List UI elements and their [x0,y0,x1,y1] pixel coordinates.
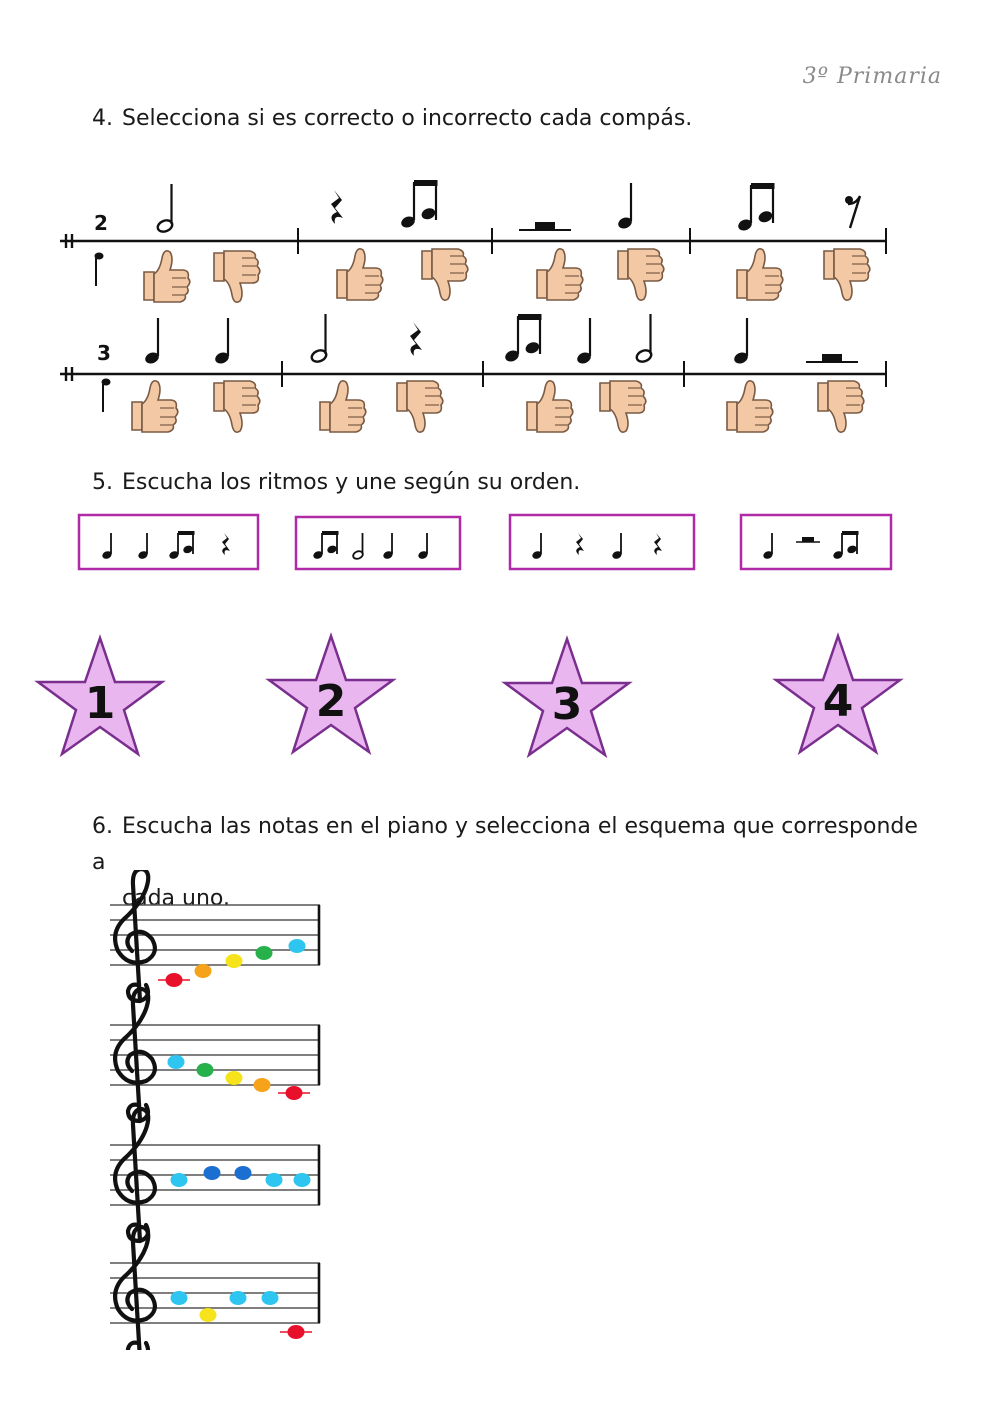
question-6-text: Escucha las notas en el piano y selecciona el esquema que corresponde a [92,814,918,875]
thumbs-up-icon[interactable] [527,381,573,432]
quarter-rest [410,322,422,356]
thumbs-up-icon[interactable] [320,381,366,432]
thumbs-up-icon[interactable] [144,251,190,302]
quarter-note [214,318,231,365]
question-4-number: 4. [92,106,113,131]
thumbs-down-icon[interactable] [818,381,864,432]
quarter-note [144,318,161,365]
eighth-notes [400,180,438,229]
grade-label: 3º Primaria [802,64,942,89]
thumbs-down-icon[interactable] [824,249,870,300]
question-5-heading [92,470,580,495]
star-2-label: 2 [315,676,347,727]
time-signature-top: 3 [97,341,111,365]
scheme-3[interactable] [110,1109,320,1241]
question-4-staves [0,0,1000,450]
quarter-note [733,318,750,365]
thumbs-down-icon[interactable] [214,381,260,432]
half-note [156,184,174,234]
stave-1 [60,180,886,302]
half-note [310,314,328,364]
thumbs-up-icon[interactable] [737,249,783,300]
star-1[interactable] [38,638,162,754]
stave-2 [60,314,886,432]
thumbs-up-icon[interactable] [537,249,583,300]
thumbs-up-icon[interactable] [727,381,773,432]
star-3-label: 3 [551,679,583,730]
quarter-note [617,183,634,230]
half-rest [806,354,858,362]
time-signature-top: 2 [94,211,108,235]
star-4-label: 4 [822,676,854,727]
thumbs-down-icon[interactable] [214,251,260,302]
rhythm-box-2[interactable] [296,517,460,569]
question-6-schemes [0,870,400,1350]
question-5-number: 5. [92,470,113,495]
half-note [635,314,653,364]
scheme-4[interactable] [110,1227,320,1350]
thumbs-down-icon[interactable] [397,381,443,432]
question-6-number: 6. [92,814,113,839]
star-1-label: 1 [84,678,116,729]
rhythm-box-4[interactable] [741,515,891,569]
thumbs-down-icon[interactable] [618,249,664,300]
thumbs-down-icon[interactable] [422,249,468,300]
scheme-2[interactable] [110,989,320,1121]
scheme-1[interactable] [110,870,320,1001]
eighth-notes [504,314,542,363]
quarter-rest [331,190,343,224]
thumbs-up-icon[interactable] [337,249,383,300]
question-5-area [0,500,1000,780]
thumbs-down-icon[interactable] [600,381,646,432]
rhythm-box-3[interactable] [510,515,694,569]
question-6-text-continued: cada uno. [122,886,230,911]
eighth-rest [845,196,860,228]
half-rest [519,222,571,230]
question-5-text: Escucha los ritmos y une según su orden. [122,470,581,495]
eighth-notes [737,183,775,232]
quarter-note [576,318,593,365]
star-4[interactable] [776,636,900,752]
star-3[interactable] [505,639,629,755]
question-4-text: Selecciona si es correcto o incorrecto cada compás. [122,106,693,131]
rhythm-box-1[interactable] [79,515,258,569]
star-2[interactable] [269,636,393,752]
thumbs-up-icon[interactable] [132,381,178,432]
